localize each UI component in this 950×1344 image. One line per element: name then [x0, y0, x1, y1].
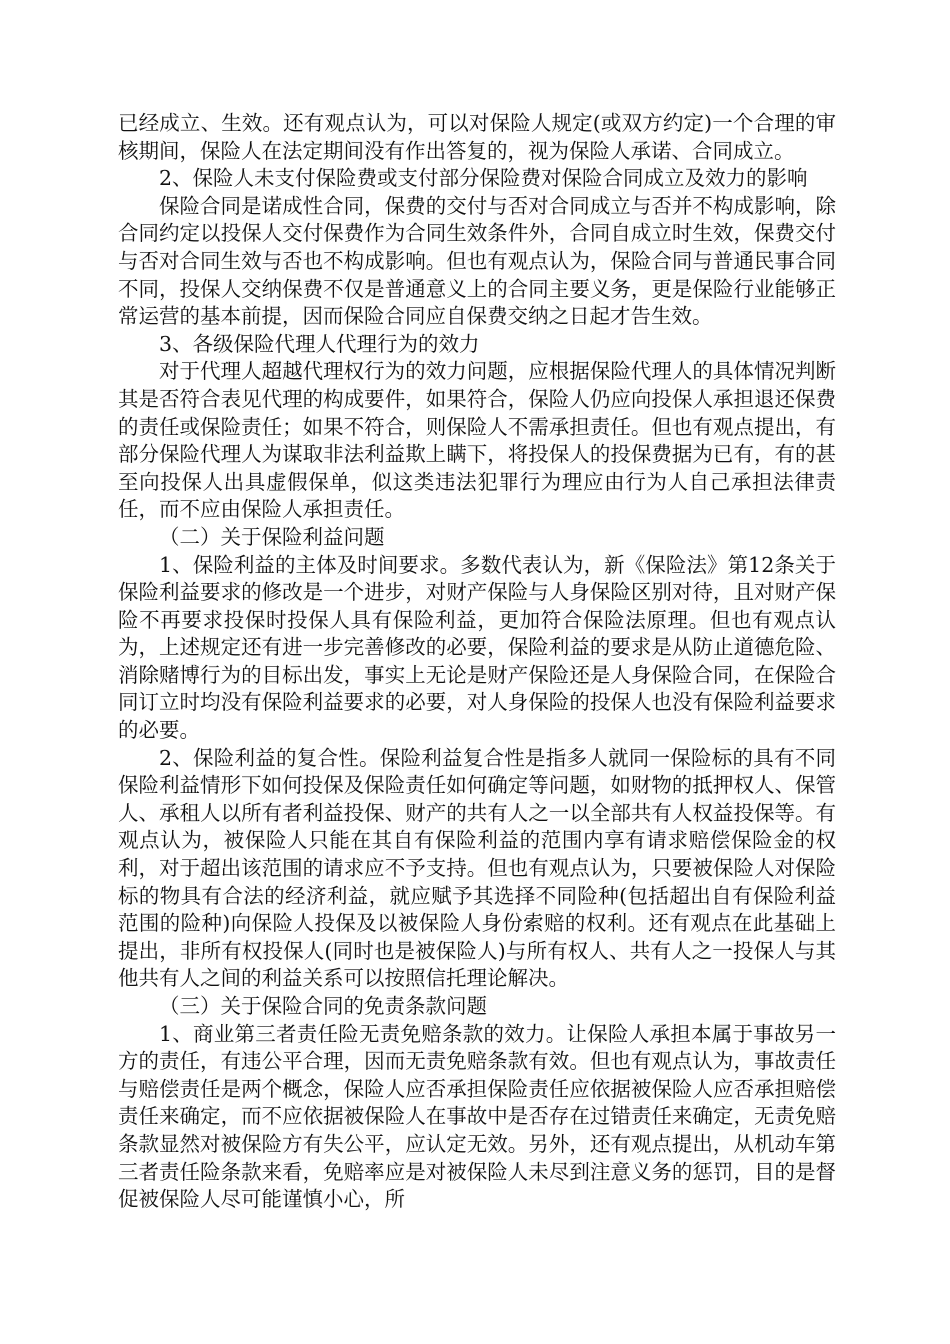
paragraph-agent-effect: 对于代理人超越代理权行为的效力问题，应根据保险代理人的具体情况判断其是否符合表见代理的构成要件，如果符合，保险人仍应向投保人承担退还保费的责任或保险责任；如果不符合，则保险人不需承担责任。但也有观点提出，有部分保险代理人为谋取非法利益欺上瞒下，将投保人的投保费据为已有，有的甚至向投保人出具虚假保单，似这类违法犯罪行为理应由行为人自己承担法律责任，而不应由保险人承担责任。 — [118, 359, 836, 522]
section-heading-exemption-clauses: （三）关于保险合同的免责条款问题 — [159, 994, 487, 1018]
subheading-agent-effect: 3、各级保险代理人代理行为的效力 — [159, 331, 480, 356]
paragraph-interest-subject-time: 1、保险利益的主体及时间要求。多数代表认为，新《保险法》第12条关于保险利益要求的修改是一个进步，对财产保险与人身保险区别对待，且对财产保险不再要求投保时投保人具有保险利益，更加符合保险法原理。但也有观点认为，上述规定还有进一步完善修改的必要，保险利益的要求是从防止道德危险、消除赌博行为的目标出发，事实上无论是财产保险还是人身保险合同，在保险合同订立时均没有保险利益要求的必要，对人身保险的投保人也没有保险利益要求的必要。 — [118, 552, 836, 743]
paragraph-premium-payment: 保险合同是诺成性合同，保费的交付与否对合同成立与否并不构成影响，除合同约定以投保人交付保费作为合同生效条件外，合同自成立时生效，保费交付与否对合同生效与否也不构成影响。但也有观点认为，保险合同与普通民事合同不同，投保人交纳保费不仅是普通意义上的合同主要义务，更是保险行业能够正常运营的基本前提，因而保险合同应自保费交纳之日起才告生效。 — [118, 193, 836, 329]
document-page — [118, 110, 836, 1214]
section-heading-insurable-interest: （二）关于保险利益问题 — [159, 524, 385, 549]
paragraph-interest-composite: 2、保险利益的复合性。保险利益复合性是指多人就同一保险标的具有不同保险利益情形下如何投保及保险责任如何确定等问题，如财物的抵押权人、保管人、承租人以所有者利益投保、财产的共有人之一以全部共有人权益投保等。有观点认为，被保险人只能在其自有保险利益的范围内享有请求赔偿保险金的权利，对于超出该范围的请求应不予支持。但也有观点认为，只要被保险人对保险标的物具有合法的经济利益，就应赋予其选择不同险种(包括超出自有保险利益范围的险种)向保险人投保及以被保险人身份索赔的权利。还有观点在此基础上提出，非所有权投保人(同时也是被保险人)与所有权人、共有人之一投保人与其他共有人之间的利益关系可以按照信托理论解决。 — [118, 745, 836, 991]
subheading-premium-payment: 2、保险人未支付保险费或支付部分保险费对保险合同成立及效力的影响 — [159, 166, 808, 191]
paragraph-continuation: 已经成立、生效。还有观点认为，可以对保险人规定(或双方约定)一个合理的审核期间，保险人在法定期间没有作出答复的，视为保险人承诺、合同成立。 — [118, 111, 836, 163]
paragraph-third-party-liability: 1、商业第三者责任险无责免赔条款的效力。让保险人承担本属于事故另一方的责任，有违公平合理，因而无责免赔条款有效。但也有观点认为，事故责任与赔偿责任是两个概念，保险人应否承担保险责任应依据被保险人应否承担赔偿责任来确定，而不应依据被保险人在事故中是否存在过错责任来确定，无责免赔条款显然对被保险方有失公平，应认定无效。另外，还有观点提出，从机动车第三者责任险条款来看，免赔率应是对被保险人未尽到注意义务的惩罚，目的是督促被保险人尽可能谨慎小心，所 — [118, 1021, 836, 1212]
